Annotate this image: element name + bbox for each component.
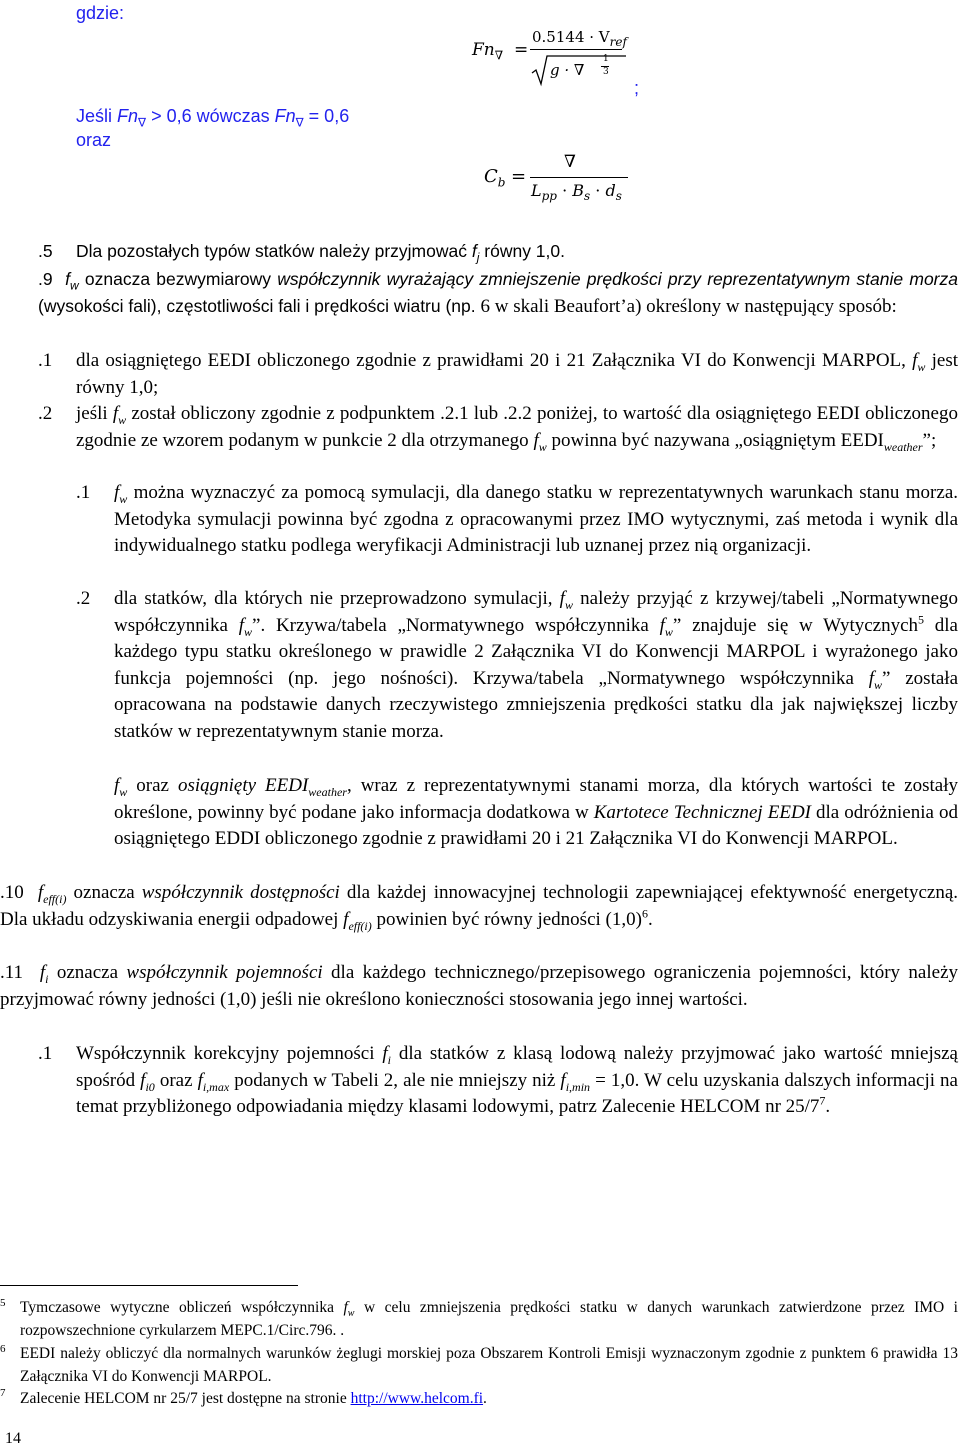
footnote-ref-6: 6: [641, 906, 648, 921]
fn-symbol: Fn: [117, 106, 139, 126]
footnote-5-mark: 5: [0, 1297, 6, 1309]
fw-sub: w: [244, 624, 253, 639]
fw-sub: w: [119, 784, 128, 799]
footnote-7-mark: 7: [0, 1387, 6, 1399]
fw-sub: w: [874, 677, 883, 692]
footnote-7: [20, 1388, 958, 1411]
fw-symbol: f: [559, 588, 565, 609]
fi-symbol: f: [560, 1069, 566, 1091]
fw-symbol: f: [912, 350, 918, 371]
fw-symbol: f: [659, 614, 665, 636]
formula-exp-num: 1: [603, 54, 609, 64]
sub-2-t2: został obliczony zgodnie z podpunktem .2.1 lub .2.2 poniżej, to wartość dla osiągniętego EEDI obliczonego zgodnie ze wzorem podanym w punkcie 2 dla otrzymanego: [76, 403, 958, 451]
fi-symbol: f: [197, 1069, 203, 1091]
cb-lhs-sub: b: [497, 175, 506, 190]
cb-dot: ·: [557, 181, 573, 200]
cb-dot: ·: [590, 181, 606, 200]
sub-2-2-number: .2: [76, 588, 91, 609]
fi0-sub: i0: [145, 1079, 155, 1094]
sub-2-1-text: [114, 480, 958, 560]
fw-symbol: f: [114, 775, 120, 796]
froude-formula: [472, 28, 632, 98]
sub-2-t1: jeśli: [76, 403, 113, 424]
sub-11-1-t4: podanych w Tabeli 2, ale nie mniejszy niż: [229, 1069, 561, 1091]
sub-11-1-t3: oraz: [154, 1069, 198, 1091]
item-10-t5: .: [647, 908, 653, 930]
fw-sub: w: [69, 278, 79, 293]
fi-symbol: f: [140, 1069, 146, 1091]
sub-2-2-t5: dla każdego typu statku określonego w prawidle 2 Załącznika VI do Konwencji MARPOL i wyrażonego jako funkcja pojemności (np. jego nośności). Krzywa/tabela „Normatywnego współczynnika: [114, 614, 958, 689]
cb-d: d: [605, 181, 616, 200]
fw-sub: w: [118, 412, 127, 427]
sub-2-2-t3: ”. Krzywa/tabela „Normatywnego współczynnika: [252, 614, 660, 636]
sub-11-1-t2: dla statków z klasą lodową należy przyjmować jako wartość mniejszą spośród: [76, 1043, 958, 1091]
cb-lhs: C: [484, 166, 498, 187]
sub-2-2-p2-t3: , wraz z reprezentatywnymi stanami morza, dla których wartości te zostały określone, powinny być podane jako informacja dodatkowa w: [114, 775, 958, 823]
sub-2-2-p2-t5: dla odróżnienia od osiągniętego EDDI obliczonego zgodnie z prawidłami 20 i 21 Załącznika VI do Konwencji MARPOL.: [114, 801, 958, 849]
fimax-sub: i,max: [202, 1079, 230, 1094]
weather-sub: weather: [883, 439, 923, 454]
fn-symbol: Fn: [274, 106, 296, 126]
item-10-number: .10: [0, 882, 24, 903]
sub-2-2-p2-t1: oraz: [127, 775, 178, 796]
sub-1-t2: jest równy 1,0;: [76, 350, 959, 398]
condition-value: = 0,6: [303, 106, 350, 126]
sub-2-1-number: .1: [76, 482, 91, 503]
fi-sub: i: [387, 1052, 391, 1067]
formula-coef-sub: ref: [609, 35, 627, 49]
formula-lhs: Fn: [472, 40, 495, 60]
item-10-t1: oznacza: [66, 882, 142, 903]
fw-sub: w: [917, 359, 926, 374]
fw-sub: w: [564, 597, 573, 612]
helcom-link[interactable]: http://www.helcom.fi: [350, 1390, 484, 1407]
footnote-ref-7: 7: [819, 1093, 826, 1108]
item-10-t2: współczynnik dostępności: [141, 882, 340, 903]
fw-symbol: f: [112, 403, 119, 424]
fw-sub: w: [119, 491, 128, 506]
sub-2-2-text: [114, 586, 958, 745]
sub-2-2-p2-t4: Kartotece Technicznej EEDI: [593, 801, 811, 823]
fw-symbol: f: [343, 1299, 348, 1316]
footnote-separator: [0, 1285, 298, 1286]
sub-2-t3: powinna być nazywana „osiągniętym EEDI: [546, 429, 884, 451]
item-10-t3: dla każdej innowacyjnej technologii zapewniającej efektywność energetyczną. Dla układu odzyskiwania energii odpadowej: [0, 882, 958, 930]
sub-11-1-text: [76, 1041, 958, 1121]
sub-11-1-number: .1: [38, 1043, 53, 1064]
fw-sub: w: [538, 439, 547, 454]
sub-1-t1: dla osiągniętego EEDI obliczonego zgodnie z prawidłami 20 i 21 Załącznika VI do Konwencji MARPOL,: [76, 350, 913, 371]
fw-symbol: f: [238, 614, 245, 636]
item-11-paragraph: [0, 960, 958, 1013]
item-9-t4: 6 w skali Beaufort’a) określony w następujący sposób:: [480, 295, 897, 317]
sub-2-2-t1: dla statków, dla których nie przeprowadzono symulacji,: [114, 588, 560, 609]
fj-sub: j: [476, 250, 480, 265]
fw-symbol: f: [533, 429, 539, 451]
footnote-6: EEDI należy obliczyć dla normalnych warunków żeglugi morskiej poza Obszarem Kontroli Emisji wyznaczonym zgodnie z punktem 6 prawidła 13 Załącznika VI do Konwencji MARPOL.: [20, 1345, 958, 1385]
fw-sub: w: [347, 1308, 355, 1320]
sub-2-2-para-2: [114, 773, 958, 853]
item-9-t1: oznacza bezwymiarowy: [78, 269, 278, 289]
footnote-ref-5: 5: [918, 612, 925, 627]
fw-symbol: f: [868, 667, 874, 689]
item-10-t4: powinien być równy jedności (1,0): [371, 908, 642, 930]
item-10-paragraph: [0, 880, 958, 933]
f-eff-symbol: f: [37, 882, 44, 903]
formula-eq: =: [514, 40, 529, 60]
f-eff-sub: eff(i): [43, 891, 67, 906]
cb-b-sub: s: [584, 189, 591, 204]
fn-condition: [76, 104, 349, 152]
item-11-t2: współczynnik pojemności: [126, 962, 323, 983]
fw-symbol: f: [65, 269, 70, 289]
header-semicolon: ;: [634, 78, 640, 98]
sub-1-number: .1: [38, 350, 53, 371]
formula-lhs-sub: ∇: [494, 48, 504, 63]
cb-d-sub: s: [615, 189, 622, 204]
sub-11-1-t5: = 1,0. W celu uzyskania dalszych informacji na temat przybliżonego odpowiadania między klasami lodowymi, patrz Zalecenie HELCOM nr 25/7: [76, 1069, 958, 1117]
fw-sub: w: [664, 624, 673, 639]
fi-sub: i: [45, 971, 49, 986]
cb-l: L: [531, 181, 542, 200]
cb-b: B: [572, 181, 585, 200]
item-9-t3: (wysokości fali), częstotliwości fali i prędkości wiatru (np.: [38, 295, 481, 316]
condition-text: > 0,6 wówczas: [146, 106, 275, 126]
item-11-number: .11: [0, 962, 24, 983]
item-9-number: .9: [38, 269, 53, 289]
sub-2-1-t1: można wyznaczyć za pomocą symulacji, dla danego statku w reprezentatywnych warunkach stanu morza. Metodyka symulacji powinna być zgodna z opracowanymi przez IMO wytycznymi, zaś metoda i wynik dla indywidualnego statku podlega weryfikacji Administracji lub uznanej przez nią organizacji.: [114, 482, 958, 556]
footnote-6-mark: 6: [0, 1343, 6, 1355]
f-eff-symbol: f: [343, 908, 349, 930]
sub-2-2-t2: należy przyjąć z krzywej/tabeli „Normatywnego współczynnika: [114, 588, 959, 636]
page-number: 14: [5, 1430, 21, 1447]
item-5-text-a: Dla pozostałych typów statków należy przyjmować: [76, 241, 472, 261]
fj-symbol: f: [471, 241, 477, 261]
cb-eq: =: [511, 166, 527, 187]
jesli-text: Jeśli: [76, 106, 118, 126]
footnote-7-t2: .: [483, 1390, 487, 1407]
item-5-text-b: równy 1,0.: [479, 241, 566, 261]
footnote-7-t1: Zalecenie HELCOM nr 25/7 jest dostępne na stronie: [20, 1390, 351, 1407]
item-5-text: [76, 241, 946, 265]
sub-1-text: [76, 348, 958, 401]
sub-11-1-t6: .: [825, 1096, 831, 1117]
formula-coef: 0.5144 · V: [532, 28, 610, 46]
sub-2-2-p2-t2: osiągnięty EEDI: [177, 775, 309, 796]
sub-2-2-t4: ” znajduje się w Wytycznych: [672, 614, 919, 636]
fimin-sub: i,min: [565, 1079, 591, 1094]
item-11-t3: dla każdego technicznego/przepisowego ograniczenia pojemności, który należy przyjmować równy jedności (1,0) jeśli nie określono konieczności stosowania jego innej wartości.: [0, 962, 958, 1010]
formula-g: g · ∇: [550, 61, 585, 79]
fi-symbol: f: [382, 1043, 388, 1064]
sub-2-2-t6: ” została opracowana na podstawie danych rzeczywistego zmniejszenia prędkości statku dla jak największej liczby statków w reprezentatywnym stanie morza.: [114, 667, 959, 742]
fi-symbol: f: [39, 962, 46, 983]
item-11-t1: oznacza: [48, 962, 127, 983]
gdzie-label: gdzie:: [76, 3, 125, 23]
sub-11-1-t1: Współczynnik korekcyjny pojemności: [76, 1043, 383, 1064]
nabla-sub: ∇: [295, 115, 304, 130]
footnote-5-t1: Tymczasowe wytyczne obliczeń współczynnika: [20, 1299, 344, 1316]
fw-symbol: f: [114, 482, 120, 503]
footnote-5-t2: w celu zmniejszenia prędkości statku w danych warunkach zatwierdzone przez IMO i rozpowszechnione cyrkularzem MEPC.1/Circ.796. .: [20, 1299, 958, 1339]
oraz-text: oraz: [76, 130, 112, 150]
formula-exp-den: 3: [603, 67, 609, 77]
item-9-t2: współczynnik wyrażający zmniejszenie prędkości przy reprezentatywnym stanie morza: [277, 269, 958, 289]
cb-numerator: ∇: [564, 152, 576, 172]
f-eff-sub: eff(i): [348, 918, 372, 933]
item-9-paragraph: [38, 266, 958, 320]
footnote-5: [20, 1297, 958, 1342]
weather-sub: weather: [308, 784, 347, 799]
nabla-sub: ∇: [138, 115, 147, 130]
item-5-number: .5: [38, 241, 53, 261]
sub-2-t4: ”;: [922, 429, 937, 451]
sub-2-number: .2: [38, 403, 53, 424]
block-coefficient-formula: [484, 152, 634, 212]
sub-2-text: [76, 401, 958, 454]
cb-l-sub: pp: [541, 189, 557, 204]
